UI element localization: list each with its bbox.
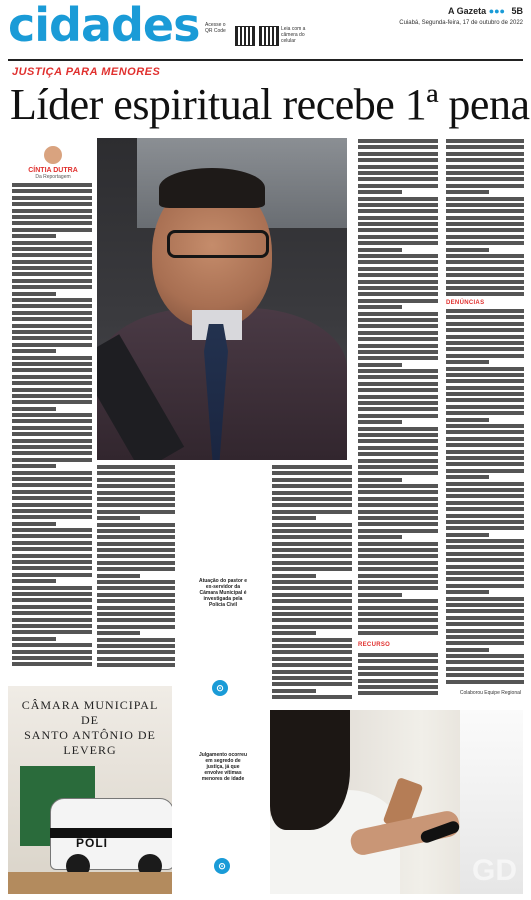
sign-line: DE — [81, 713, 99, 727]
man-hair — [159, 168, 265, 208]
text-line — [358, 630, 438, 636]
police-car-stripe — [50, 828, 172, 838]
text-line — [97, 662, 175, 668]
photo-watermark: GD — [472, 854, 517, 887]
woman-hair — [270, 710, 350, 830]
subhead-denuncias: DENÚNCIAS — [446, 300, 485, 306]
edition-date: Cuiabá, Segunda-feira, 17 de outubro de 2022 — [399, 20, 523, 26]
text-line — [12, 661, 92, 667]
article-column-end — [358, 652, 438, 700]
qr-code-area — [205, 20, 315, 50]
author-avatar — [43, 145, 63, 165]
article-column-3 — [272, 464, 352, 704]
caption-bottom-left: Atuação do pastor e ex-servidor da Câmara Municipal é investigada pela Polícia Civil — [198, 578, 248, 608]
sign-line: CÂMARA MUNICIPAL — [21, 698, 159, 712]
article-column-2 — [97, 464, 175, 672]
section-title: cidades — [8, 0, 200, 52]
qr-text: Acesse o QR Code — [205, 22, 226, 34]
text-line — [446, 291, 524, 297]
article-column-1 — [12, 182, 92, 672]
ground — [8, 872, 172, 894]
text-line — [446, 679, 524, 685]
page-number: 5B — [511, 6, 523, 16]
police-car-text: POLÍ — [76, 836, 109, 850]
qr-note: Leia com a câmera do celular — [281, 26, 306, 44]
text-line — [358, 690, 438, 696]
photo-badge-icon: ⊙ — [214, 858, 230, 874]
glasses — [167, 230, 269, 258]
newspaper-title: A Gazeta — [447, 6, 487, 16]
author-name: CÍNTIA DUTRA — [28, 167, 78, 174]
newspaper-name — [448, 6, 505, 16]
footer-credit: Colaborou Equipe Regional — [459, 690, 521, 696]
qr-code-icon — [259, 26, 279, 46]
article-column-4 — [358, 138, 438, 638]
author-role: Da Reportagem — [35, 174, 71, 180]
photo-badge-icon: ⊙ — [212, 680, 228, 696]
main-photo — [97, 138, 347, 460]
article-column-6 — [446, 308, 524, 688]
qr-code-icon — [235, 26, 255, 46]
building-sign — [8, 698, 172, 758]
article-kicker: JUSTIÇA PARA MENORES — [12, 66, 161, 78]
header-divider — [8, 59, 523, 61]
hearing-photo — [270, 710, 523, 894]
city-hall-photo — [8, 686, 172, 894]
caption-bottom-right: Julgamento ocorreu em segredo de justiça, já que envolve vítimas menores de idade — [198, 752, 248, 782]
article-headline: Líder espiritual recebe 1ª pena — [10, 80, 530, 129]
sign-line: SANTO ANTÔNIO DE LEVERG — [24, 728, 156, 757]
article-column-5 — [446, 138, 524, 298]
newspaper-logo-icon: ●●● — [488, 6, 505, 16]
text-line — [272, 694, 352, 700]
subhead-recurso: RECURSO — [358, 642, 391, 648]
masthead — [0, 0, 531, 58]
